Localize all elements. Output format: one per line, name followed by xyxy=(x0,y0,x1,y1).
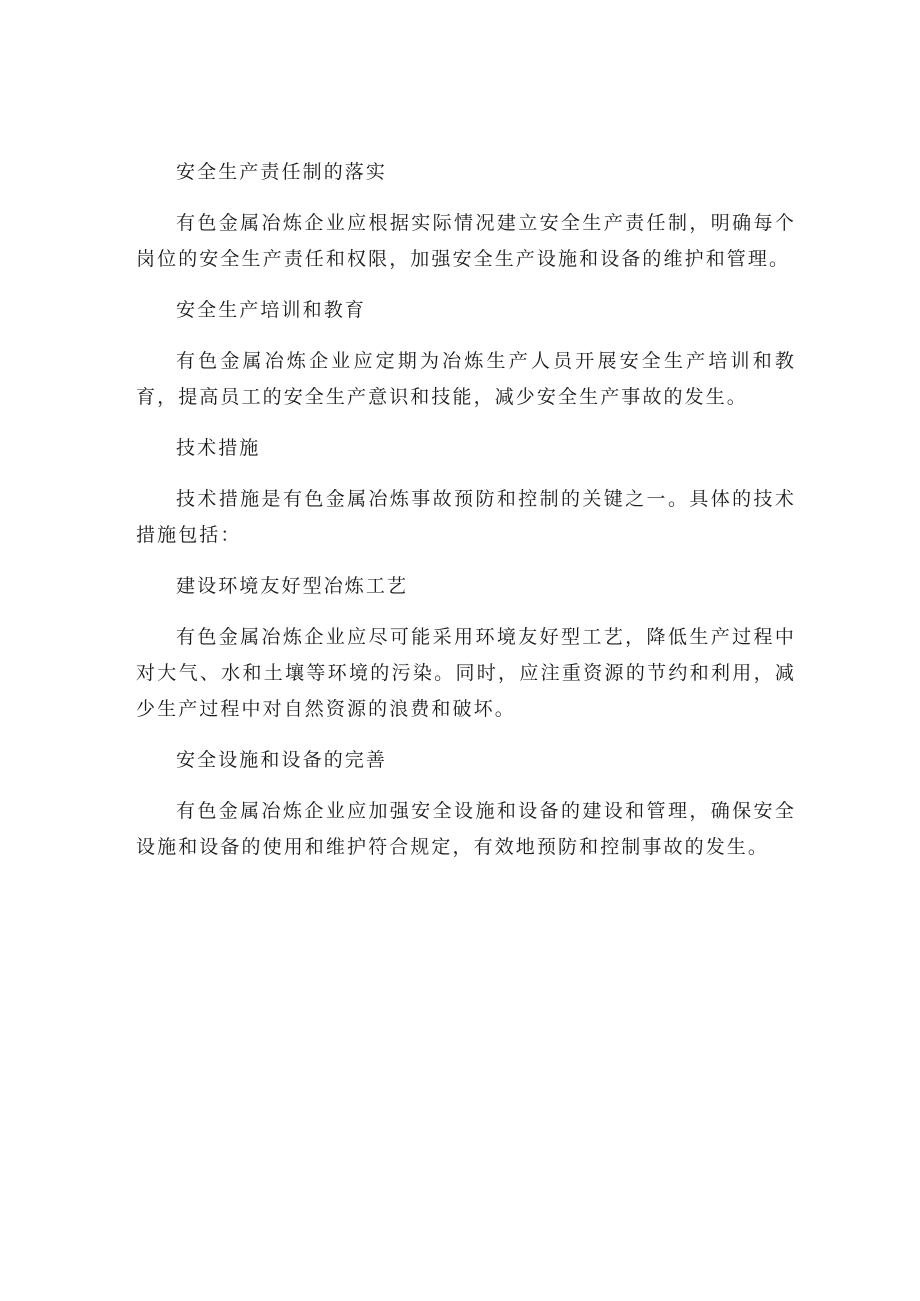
section-heading-responsibility: 安全生产责任制的落实 xyxy=(176,161,388,183)
section-paragraph-safety-facilities: 有色金属冶炼企业应加强安全设施和设备的建设和管理，确保安全设施和设备的使用和维护符合规定，有效地预防和控制事故的发生。 xyxy=(136,800,796,858)
section-paragraph-training: 有色金属冶炼企业应定期为冶炼生产人员开展安全生产培训和教育，提高员工的安全生产意识和技能，减少安全生产事故的发生。 xyxy=(136,350,796,408)
section-paragraph-responsibility: 有色金属冶炼企业应根据实际情况建立安全生产责任制，明确每个岗位的安全生产责任和权限，加强安全生产设施和设备的维护和管理。 xyxy=(136,212,796,270)
section-paragraph-technical-measures: 技术措施是有色金属冶炼事故预防和控制的关键之一。具体的技术措施包括： xyxy=(136,488,796,546)
section-heading-training: 安全生产培训和教育 xyxy=(176,299,366,321)
document-body xyxy=(136,154,796,880)
section-heading-safety-facilities: 安全设施和设备的完善 xyxy=(176,749,388,771)
section-heading-technical-measures: 技术措施 xyxy=(176,437,261,459)
section-heading-eco-process: 建设环境友好型冶炼工艺 xyxy=(176,575,409,597)
section-paragraph-eco-process: 有色金属冶炼企业应尽可能采用环境友好型工艺，降低生产过程中对大气、水和土壤等环境的污染。同时，应注重资源的节约和利用，减少生产过程中对自然资源的浪费和破坏。 xyxy=(136,626,796,720)
